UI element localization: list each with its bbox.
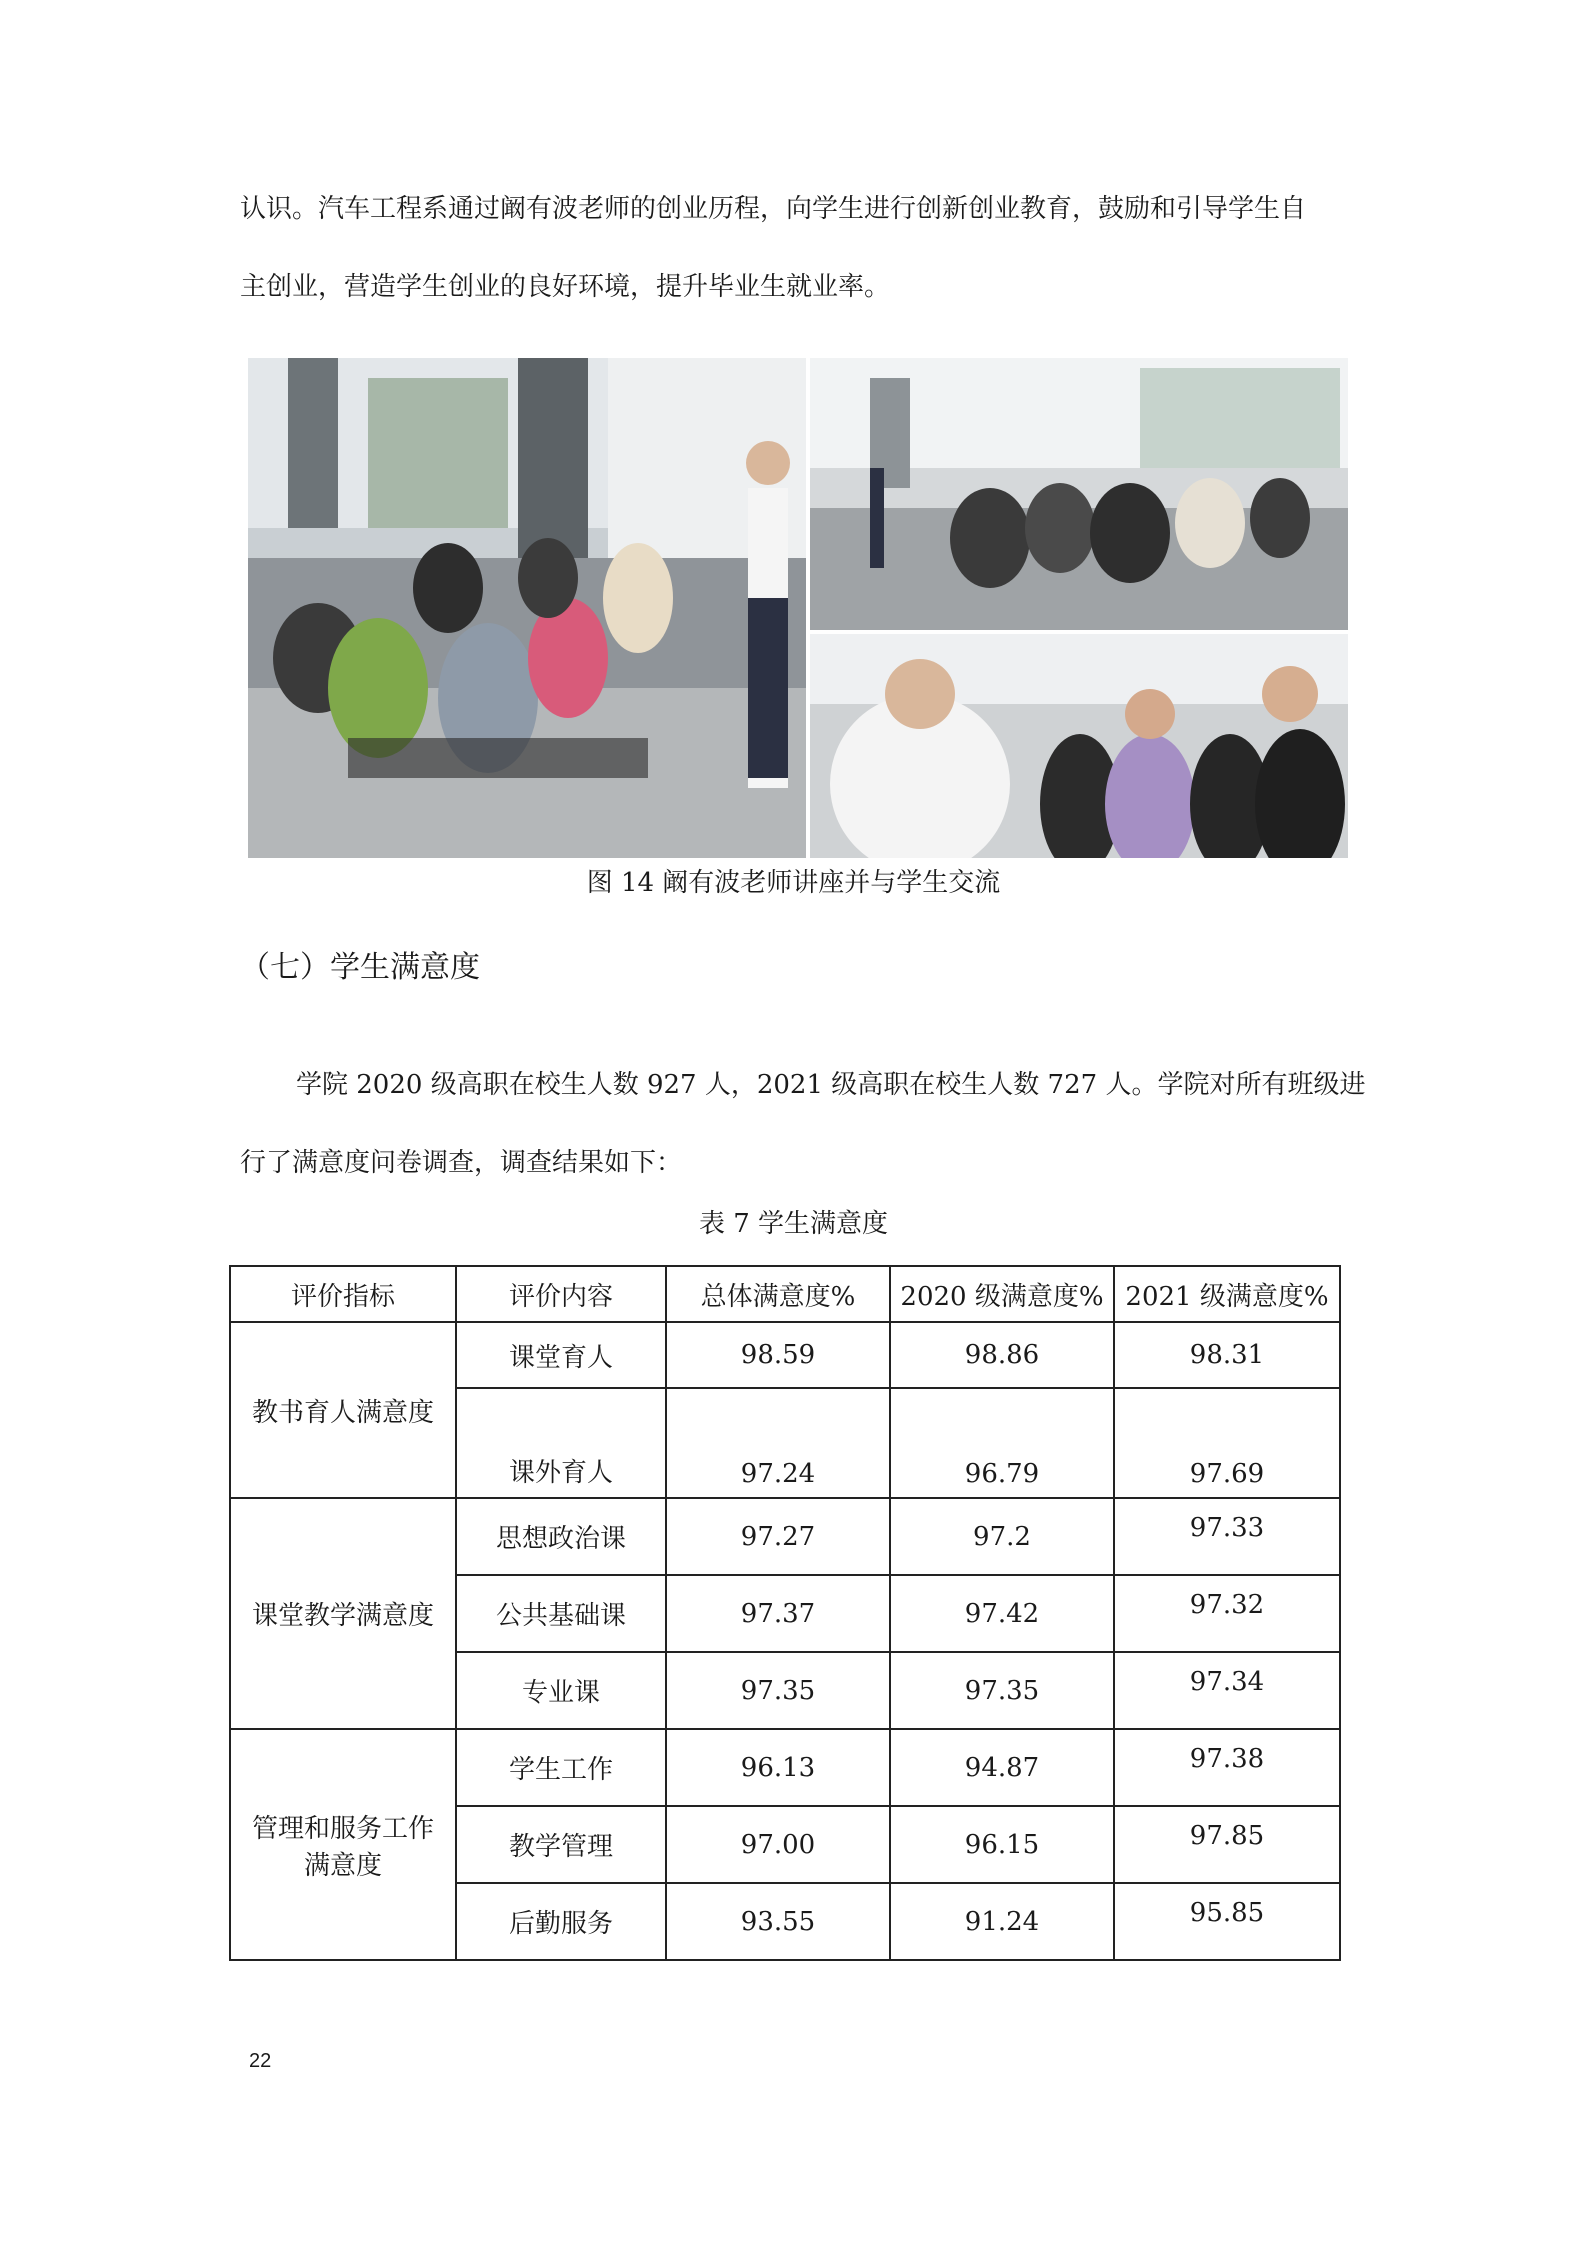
row-2020: 97.2 [890, 1498, 1114, 1575]
row-item: 学生工作 [456, 1729, 666, 1806]
row-2021: 97.38 [1114, 1729, 1340, 1806]
row-overall: 97.27 [666, 1498, 890, 1575]
group-name [230, 1729, 456, 1960]
row-2021: 98.31 [1114, 1322, 1340, 1388]
table-row [230, 1729, 1340, 1806]
group-name-line-2: 满意度 [303, 1850, 382, 1881]
row-item: 专业课 [456, 1652, 666, 1729]
row-item: 思想政治课 [456, 1498, 666, 1575]
header-2021: 2021 级满意度% [1114, 1266, 1340, 1322]
row-overall: 93.55 [666, 1883, 890, 1960]
table-row [230, 1322, 1340, 1388]
header-2020: 2020 级满意度% [890, 1266, 1114, 1322]
row-item: 教学管理 [456, 1806, 666, 1883]
row-item: 课外育人 [456, 1388, 666, 1498]
row-overall: 97.24 [666, 1388, 890, 1498]
intro-line-2: 主创业，营造学生创业的良好环境，提升毕业生就业率。 [240, 272, 891, 302]
intro-paragraph [240, 170, 1390, 326]
intro-line-1: 认识。汽车工程系通过阚有波老师的创业历程，向学生进行创新创业教育，鼓励和引导学生自 [240, 194, 1307, 224]
row-overall: 97.35 [666, 1652, 890, 1729]
discussion-photo [810, 634, 1348, 858]
row-2020: 97.42 [890, 1575, 1114, 1652]
row-2020: 94.87 [890, 1729, 1114, 1806]
body-line-1: 学院 2020 级高职在校生人数 927 人，2021 级高职在校生人数 727 人。学院对所有班级进 [296, 1070, 1366, 1100]
header-overall: 总体满意度% [666, 1266, 890, 1322]
row-2020: 98.86 [890, 1322, 1114, 1388]
row-overall: 97.37 [666, 1575, 890, 1652]
row-item: 课堂育人 [456, 1322, 666, 1388]
group-name: 教书育人满意度 [230, 1322, 456, 1498]
row-2021: 95.85 [1114, 1883, 1340, 1960]
row-2020: 96.15 [890, 1806, 1114, 1883]
row-2021: 97.32 [1114, 1575, 1340, 1652]
row-2021: 97.85 [1114, 1806, 1340, 1883]
row-2021: 97.34 [1114, 1652, 1340, 1729]
audience-photo [810, 358, 1348, 630]
header-content: 评价内容 [456, 1266, 666, 1322]
satisfaction-table [229, 1265, 1341, 1961]
row-2021: 97.33 [1114, 1498, 1340, 1575]
row-2020: 97.35 [890, 1652, 1114, 1729]
page-number: 22 [249, 2050, 272, 2072]
table-row [230, 1498, 1340, 1575]
figure-caption: 图 14 阚有波老师讲座并与学生交流 [586, 868, 1001, 898]
group-name: 课堂教学满意度 [230, 1498, 456, 1729]
body-paragraph [240, 1046, 1390, 1202]
header-indicator: 评价指标 [230, 1266, 456, 1322]
section-heading: （七）学生满意度 [240, 950, 480, 985]
group-name-line-1: 管理和服务工作 [251, 1813, 434, 1844]
table-title: 表 7 学生满意度 [698, 1209, 889, 1239]
row-overall: 97.00 [666, 1806, 890, 1883]
table-header-row [230, 1266, 1340, 1322]
row-item: 公共基础课 [456, 1575, 666, 1652]
row-2020: 96.79 [890, 1388, 1114, 1498]
row-overall: 96.13 [666, 1729, 890, 1806]
lecture-photo [248, 358, 806, 858]
row-2021: 97.69 [1114, 1388, 1340, 1498]
body-line-2: 行了满意度问卷调查，调查结果如下： [240, 1148, 683, 1178]
photo-collage [248, 358, 1348, 858]
row-2020: 91.24 [890, 1883, 1114, 1960]
row-item: 后勤服务 [456, 1883, 666, 1960]
row-overall: 98.59 [666, 1322, 890, 1388]
